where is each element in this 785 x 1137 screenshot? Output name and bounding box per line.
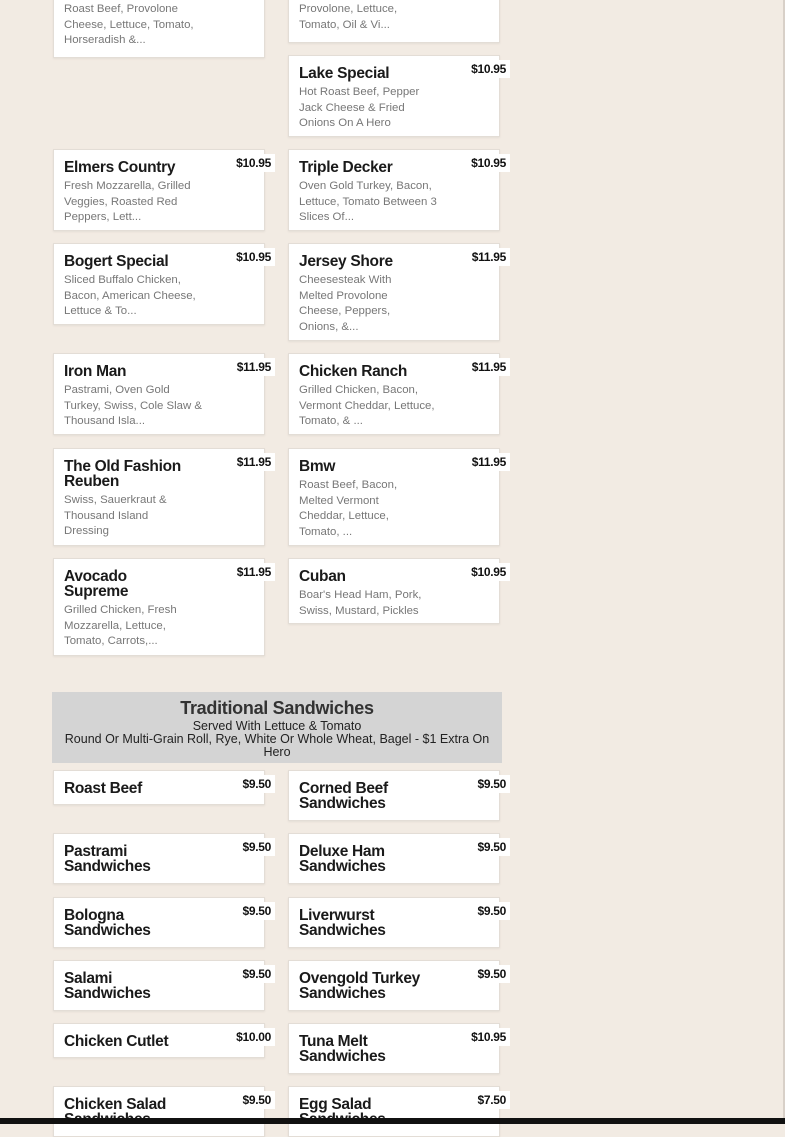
item-description: Pastrami, Oven Gold Turkey, Swiss, Cole Slaw & Thousand Isla...: [64, 384, 202, 427]
item-name: Avocado Supreme: [64, 568, 129, 600]
item-name: Tuna Melt Sandwiches: [299, 1033, 386, 1065]
menu-item-card[interactable]: [288, 0, 500, 43]
item-description: Oven Gold Turkey, Bacon, Lettuce, Tomato Between 3 Slices Of...: [299, 180, 437, 223]
menu-item-corned-beef[interactable]: [288, 770, 506, 821]
item-name: The Old Fashion Reuben: [64, 458, 181, 490]
menu-item-deluxe-ham[interactable]: [288, 833, 506, 884]
item-price: $10.95: [467, 154, 510, 172]
menu-item-triple-decker[interactable]: [288, 149, 506, 231]
item-price: $9.50: [238, 1091, 275, 1109]
item-description: Cheesesteak With Melted Provolone Cheese, Peppers, Onions, &...: [299, 274, 392, 333]
menu-item-bmw[interactable]: [288, 448, 506, 546]
menu-item-roast-beef[interactable]: [53, 770, 271, 805]
menu-item-salami[interactable]: [53, 960, 271, 1011]
item-description: Roast Beef, Provolone Cheese, Lettuce, Tomato, Horseradish &...: [64, 3, 194, 46]
item-description: Hot Roast Beef, Pepper Jack Cheese & Fried Onions On A Hero: [299, 86, 420, 129]
item-price: $9.50: [238, 902, 275, 920]
item-price: $11.95: [233, 358, 275, 376]
item-name: Bmw: [299, 458, 336, 475]
item-name: Chicken Salad: [64, 1096, 167, 1113]
item-price: $9.50: [473, 775, 510, 793]
menu-item-tuna-melt[interactable]: [288, 1023, 506, 1074]
section-note: Round Or Multi-Grain Roll, Rye, White Or Whole Wheat, Bagel - $1 Extra On Hero: [64, 732, 490, 759]
item-name: Egg Salad: [299, 1096, 372, 1113]
menu-item-chicken-ranch[interactable]: [288, 353, 506, 435]
item-name: Elmers Country: [64, 159, 176, 176]
item-name: Ovengold Turkey Sandwiches: [299, 970, 420, 1002]
menu-item-avocado-supreme[interactable]: [53, 558, 271, 656]
item-price: $10.95: [467, 60, 510, 78]
item-name: Chicken Ranch: [299, 363, 408, 380]
menu-item-bogert-special[interactable]: [53, 243, 271, 325]
item-price: $11.95: [468, 248, 510, 266]
item-price: $11.95: [233, 453, 275, 471]
item-description: Grilled Chicken, Bacon, Vermont Cheddar, Lettuce, Tomato, & ...: [299, 384, 435, 427]
item-name: Triple Decker: [299, 159, 393, 176]
item-description: Provolone, Lettuce, Tomato, Oil & Vi...: [299, 3, 398, 31]
item-name: Bogert Special: [64, 253, 169, 270]
item-name: Chicken Cutlet: [64, 1033, 169, 1050]
menu-item-lake-special[interactable]: [288, 55, 506, 137]
menu-item-ovengold-turkey[interactable]: [288, 960, 506, 1011]
item-name: Deluxe Ham Sandwiches: [299, 843, 386, 875]
item-price: $9.50: [473, 838, 510, 856]
menu-item-bologna[interactable]: [53, 897, 271, 948]
item-price: $9.50: [473, 965, 510, 983]
item-price: $11.95: [468, 358, 510, 376]
item-name: Corned Beef Sandwiches: [299, 780, 388, 812]
item-price: $10.95: [467, 1028, 510, 1046]
menu-item-egg-salad[interactable]: [288, 1086, 506, 1137]
menu-item-cuban[interactable]: [288, 558, 506, 624]
menu-item-jersey-shore[interactable]: [288, 243, 506, 341]
item-description: Roast Beef, Bacon, Melted Vermont Cheddar, Lettuce, Tomato, ...: [299, 479, 398, 538]
item-name: Liverwurst Sandwiches: [299, 907, 386, 939]
item-price: $9.50: [473, 902, 510, 920]
menu-item-iron-man[interactable]: [53, 353, 271, 435]
item-name: Cuban: [299, 568, 346, 585]
item-price: $7.50: [473, 1091, 510, 1109]
menu-item-chicken-salad[interactable]: [53, 1086, 271, 1137]
item-name: Pastrami Sandwiches: [64, 843, 151, 875]
item-price: $9.50: [238, 965, 275, 983]
item-name: Jersey Shore: [299, 253, 393, 270]
item-price: $10.95: [232, 154, 275, 172]
item-price: $11.95: [233, 563, 275, 581]
item-description: Sliced Buffalo Chicken, Bacon, American Cheese, Lettuce & To...: [64, 274, 196, 317]
item-description: Grilled Chicken, Fresh Mozzarella, Lettuce, Tomato, Carrots,...: [64, 604, 177, 647]
item-price: $9.50: [238, 838, 275, 856]
section-title: Traditional Sandwiches: [180, 698, 374, 718]
item-description: Swiss, Sauerkraut & Thousand Island Dressing: [64, 494, 167, 537]
item-price: $11.95: [468, 453, 510, 471]
item-name: Bologna Sandwiches: [64, 907, 151, 939]
menu-item-pastrami[interactable]: [53, 833, 271, 884]
item-price: $10.95: [232, 248, 275, 266]
item-price: $10.00: [232, 1028, 275, 1046]
item-price: $10.95: [467, 563, 510, 581]
item-description: Boar's Head Ham, Pork, Swiss, Mustard, Pickles: [299, 589, 422, 617]
menu-item-card[interactable]: [53, 0, 265, 58]
item-description: Fresh Mozzarella, Grilled Veggies, Roasted Red Peppers, Lett...: [64, 180, 191, 223]
menu-item-old-fashion-reuben[interactable]: [53, 448, 271, 546]
menu-item-elmers-country[interactable]: [53, 149, 271, 231]
item-name: Lake Special: [299, 65, 390, 82]
item-name: Iron Man: [64, 363, 127, 380]
section-subtitle: Served With Lettuce & Tomato: [192, 719, 362, 733]
bottom-bar: [0, 1118, 785, 1124]
menu-item-chicken-cutlet[interactable]: [53, 1023, 271, 1058]
item-price: $9.50: [238, 775, 275, 793]
traditional-sandwiches-header: [52, 692, 502, 763]
item-name: Roast Beef: [64, 780, 142, 797]
item-name: Salami Sandwiches: [64, 970, 151, 1002]
menu-item-liverwurst[interactable]: [288, 897, 506, 948]
